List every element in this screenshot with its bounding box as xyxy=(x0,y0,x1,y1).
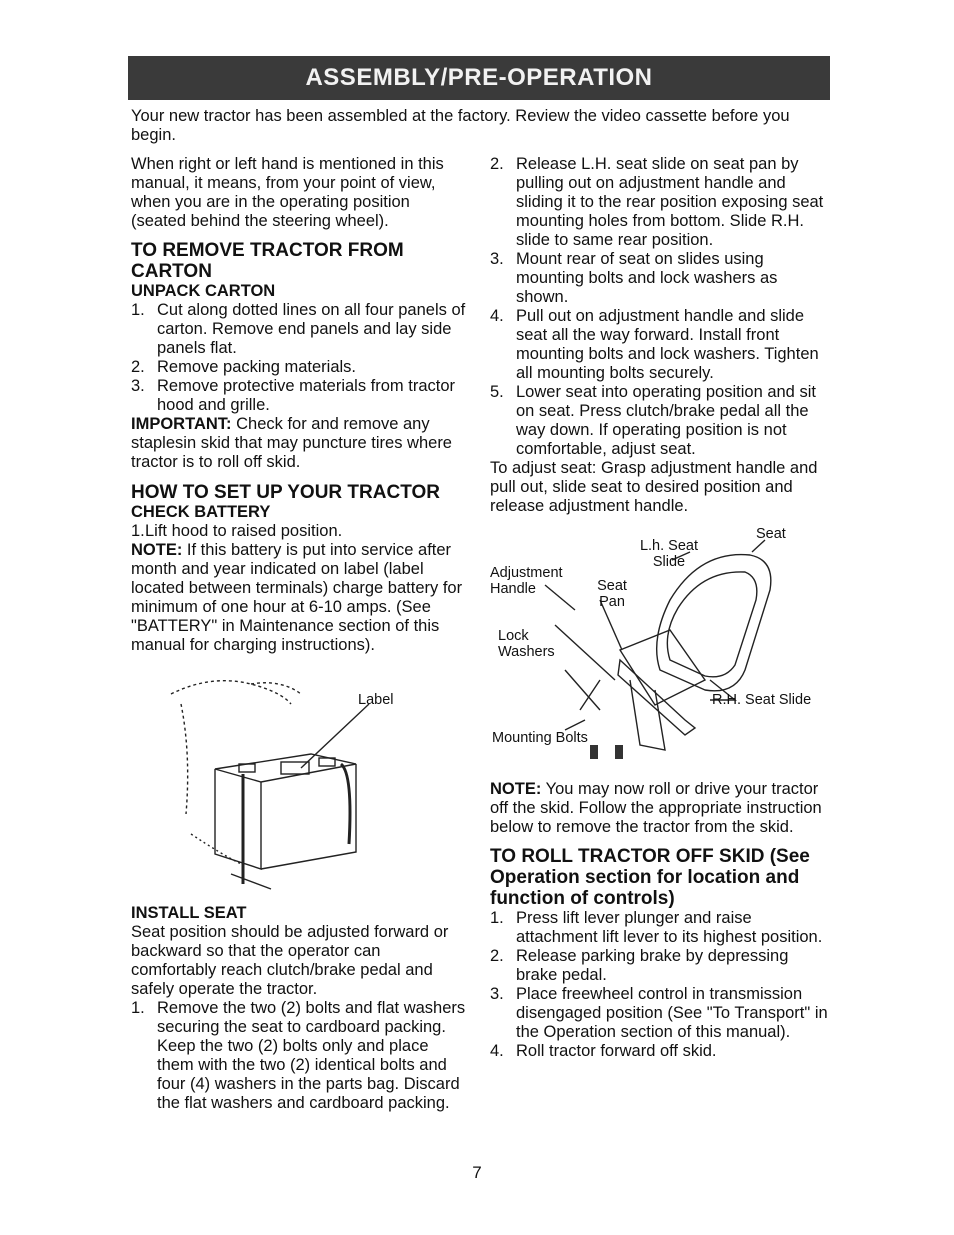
seat-pan-callout: Seat Pan xyxy=(597,578,627,610)
section-banner: ASSEMBLY/PRE-OPERATION xyxy=(128,56,830,100)
unpack-carton-heading: UNPACK CARTON xyxy=(131,282,276,300)
list-item: 4. Pull out on adjustment handle and slide seat all the way forward. Install front mounting bolts and lock washers. Tighten all mounting bolts securely. xyxy=(490,307,819,382)
install-seat-heading: INSTALL SEAT xyxy=(131,904,247,922)
unpack-steps-list xyxy=(131,301,466,415)
list-item: 2. Release L.H. seat slide on seat pan by pulling out on adjustment handle and sliding it to the rear position exposing seat mounting holes from bottom. Slide R.H. slide to same rear position. xyxy=(490,155,824,249)
list-item: 1. Cut along dotted lines on all four panels of carton. Remove end panels and lay side panels flat. xyxy=(131,301,466,357)
important-note: IMPORTANT: Check for and remove any staplesin skid that may puncture tires where tractor is to roll off skid. xyxy=(131,415,452,471)
left-column xyxy=(131,155,466,1113)
list-item: 2. Remove packing materials. xyxy=(131,358,356,376)
battery-note: NOTE: If this battery is put into service after month and year indicated on label (label located between terminals) charge battery for minimum of one hour at 6-10 amps. (See "BATTERY" in Maintenance section of this manual for charging instructions). xyxy=(131,541,463,654)
lh-seat-slide-callout: L.h. Seat Slide xyxy=(639,538,699,570)
remove-tractor-heading: TO REMOVE TRACTOR FROM CARTON xyxy=(131,240,404,282)
list-item: 3. Place freewheel control in transmission disengaged position (See "To Transport" in the Operation section of this manual). xyxy=(490,985,828,1041)
seat-callout: Seat xyxy=(756,526,786,542)
list-item: 4. Roll tractor forward off skid. xyxy=(490,1042,717,1060)
mounting-bolts-callout: Mounting Bolts xyxy=(492,730,588,746)
battery-illustration xyxy=(131,664,466,904)
page-number: 7 xyxy=(472,1163,482,1182)
install-seat-paragraph: Seat position should be adjusted forward or backward so that the operator can comfortably reach clutch/brake pedal and safely operate the tractor. xyxy=(131,923,449,998)
intro-paragraph: Your new tractor has been assembled at the factory. Review the video cassette before you begin. xyxy=(131,107,790,144)
roll-steps-list xyxy=(490,909,832,1061)
hand-orientation-paragraph: When right or left hand is mentioned in this manual, it means, from your point of view, when you are in the operating position (seated behind the steering wheel). xyxy=(131,155,444,230)
rh-seat-slide-callout: R.H. Seat Slide xyxy=(712,692,812,708)
seat-steps-list xyxy=(490,155,832,459)
list-item: 1. Remove the two (2) bolts and flat washers securing the seat to cardboard packing. Keep the two (2) bolts only and place them with the two (2) identical bolts and four (4) washers in the parts bag. Discard the flat washers and cardboard packing. xyxy=(131,999,466,1112)
adjustment-handle-callout: Adjustment Handle xyxy=(490,565,563,597)
battery-figure xyxy=(131,664,466,904)
label-callout: Label xyxy=(358,692,394,708)
list-item: 1. Press lift lever plunger and raise attachment lift lever to its highest position. xyxy=(490,909,823,946)
list-item: 2. Release parking brake by depressing brake pedal. xyxy=(490,947,789,984)
list-item: 1. Lift hood to raised position. xyxy=(131,522,343,540)
check-battery-heading: CHECK BATTERY xyxy=(131,503,271,521)
right-column xyxy=(490,155,832,1061)
seat-figure xyxy=(490,526,832,770)
list-item: 3. Mount rear of seat on slides using mounting bolts and lock washers as shown. xyxy=(490,250,778,306)
list-item: 5. Lower seat into operating position and sit on seat. Press clutch/brake pedal all the way down. If operating position is not comfortable, adjust seat. xyxy=(490,383,816,458)
roll-tractor-heading: TO ROLL TRACTOR OFF SKID (See Operation section for location and function of controls) xyxy=(490,846,810,909)
skid-note: NOTE: You may now roll or drive your tractor off the skid. Follow the appropriate instruction below to remove the tractor from the skid. xyxy=(490,780,822,836)
list-item: 3. Remove protective materials from tractor hood and grille. xyxy=(131,377,456,414)
setup-tractor-heading: HOW TO SET UP YOUR TRACTOR xyxy=(131,482,440,503)
lock-washers-callout: Lock Washers xyxy=(498,628,555,660)
adjust-seat-paragraph: To adjust seat: Grasp adjustment handle and pull out, slide seat to desired position and release adjustment handle. xyxy=(490,459,818,515)
